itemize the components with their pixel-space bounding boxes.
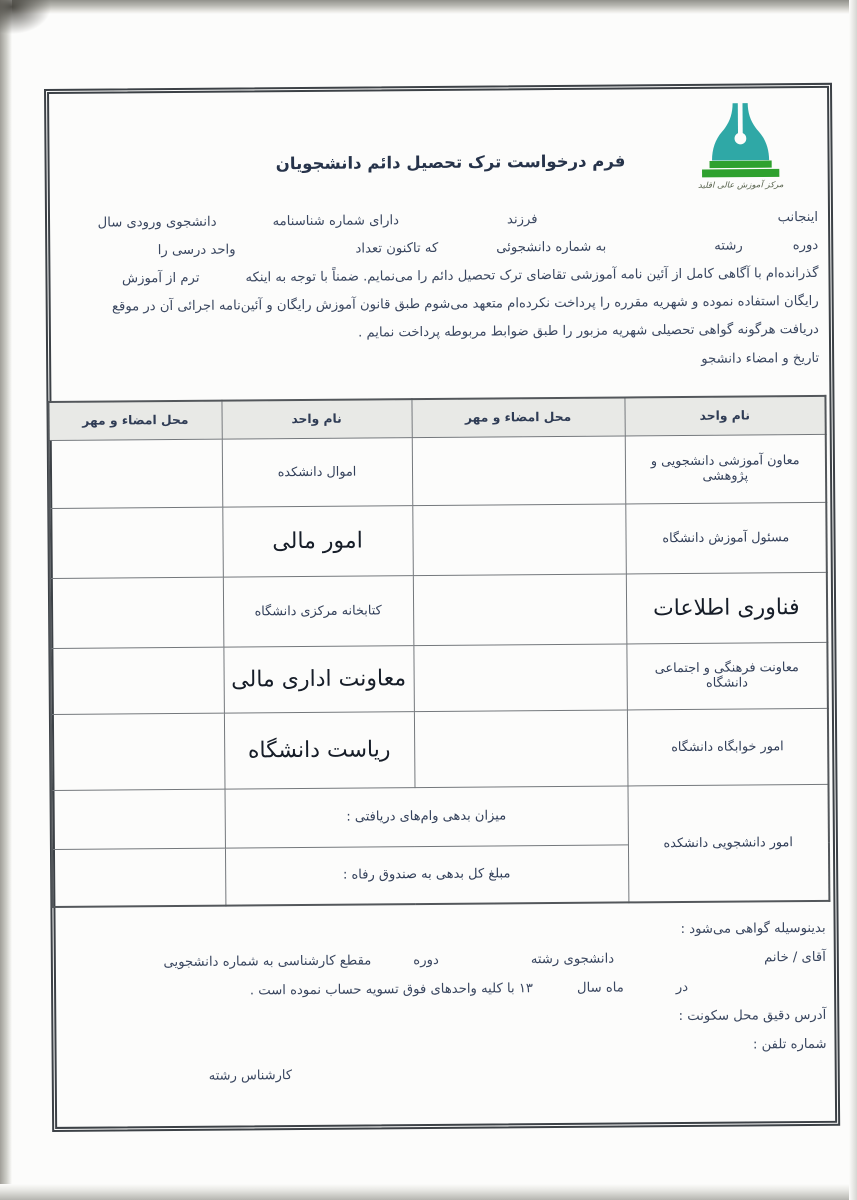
signature-cell (52, 789, 225, 849)
unit-financial-affairs: امور مالی (222, 505, 413, 576)
unit-academic-deputy: معاون آموزشی دانشجویی و پژوهشی (625, 434, 827, 504)
scan-artifact-corner-smudge (0, 0, 70, 46)
major-expert-label: کارشناس رشته (208, 1068, 293, 1084)
address-label: آدرس دقیق محل سکونت : (678, 1007, 827, 1025)
unit-cultural-deputy: معاونت فرهنگی و اجتماعی دانشگاه (626, 642, 828, 710)
loan-debt-label: میزان بدهی وام‌های دریافتی : (225, 785, 628, 847)
label-month-year: ماه سال (576, 980, 624, 996)
unit-admin-finance-deputy: معاونت اداری مالی (223, 645, 414, 712)
intro-statement-part3: رایگان استفاده نموده و شهریه مقرره را پرداخت نکرده‌ام متعهد می‌شوم طبق قانون آموزش رایگان و آئین‌نامه اجرائی آن در موقع (111, 293, 819, 315)
blank-field-name (538, 220, 778, 223)
table-row (49, 434, 827, 508)
table-row (51, 708, 829, 790)
blank-field-father (399, 222, 507, 224)
unit-faculty-property: اموال دانشکده (222, 437, 413, 506)
blank-field-terms (200, 280, 246, 281)
label-student-of-major: دانشجوی رشته (530, 951, 615, 968)
scan-artifact-top-edge (0, 0, 857, 14)
student-signature-label: تاریخ و امضاء دانشجو (701, 350, 820, 367)
clearance-table (47, 395, 830, 908)
label-child-of: فرزند (506, 212, 538, 228)
phone-label: شماره تلفن : (752, 1036, 827, 1053)
label-units-so-far: که تاکنون تعداد (355, 240, 439, 257)
intro-statement-part1: گذرانده‌ام با آگاهی کامل از آئین نامه آموزشی تقاضای ترک تحصیل دائم را می‌نمایم. ضمناً با توجه به اینکه (245, 265, 819, 286)
signature-cell (50, 647, 224, 714)
label-cert-program: دوره (413, 952, 439, 969)
unit-information-technology: فناوری اطلاعات (626, 572, 828, 644)
university-logo (697, 101, 784, 191)
signature-cell (51, 713, 225, 790)
unit-dormitory-affairs: امور خوابگاه دانشگاه (627, 708, 829, 786)
label-program: دوره (792, 237, 819, 254)
label-mr-mrs: آقای / خانم (764, 949, 826, 966)
label-applicant: اینجانب (777, 209, 819, 226)
signature-cell (413, 643, 627, 711)
unit-central-library: کتابخانه مرکزی دانشگاه (223, 575, 414, 646)
table-header-row (48, 396, 825, 440)
blank-field-month (624, 990, 676, 991)
form-title: فرم درخواست ترک تحصیل دائم دانشجویان (275, 151, 626, 174)
intro-statement-part2: ترم از آموزش (121, 270, 200, 287)
table-row (50, 572, 828, 648)
blank-field-cert-program (371, 963, 413, 964)
intro-paragraph (66, 204, 819, 379)
table-row (52, 784, 829, 849)
table-row (49, 502, 827, 578)
intro-statement-part4: دریافت هرگونه گواهی تحصیلی شهریه مزبور را طبق ضوابط مربوطه پرداخت نمایم . (358, 321, 819, 341)
blank-field-major (606, 249, 714, 251)
label-student-number: به شماره دانشجوئی (496, 239, 607, 256)
header-unit-name-left: نام واحد (221, 399, 411, 438)
label-entry-year: دانشجوی ورودی سال (97, 214, 217, 231)
scan-artifact-bottom-edge (0, 1184, 857, 1200)
blank-field-year (533, 991, 577, 992)
table-row (50, 642, 827, 714)
label-bachelor-student-number: مقطع کارشناسی به شماره دانشجویی (163, 953, 372, 971)
logo-caption: مرکز آموزش عالی اقلید (697, 180, 784, 191)
blank-field-cert-number (688, 989, 826, 991)
unit-university-presidency: ریاست دانشگاه (224, 711, 415, 788)
signature-cell (414, 709, 628, 787)
header-signature-left: محل امضاء و مهر (48, 401, 221, 440)
signature-cell (49, 507, 223, 578)
scan-artifact-left-edge (0, 0, 12, 1200)
blank-field-cert-name (614, 960, 764, 962)
label-in: در (675, 979, 689, 996)
signature-cell (50, 577, 224, 648)
label-course-units: واحد درسی را (157, 242, 236, 259)
label-id-number: دارای شماره شناسنامه (272, 213, 400, 230)
welfare-fund-debt-label: مبلغ کل بدهی به صندوق رفاه : (225, 844, 628, 905)
signature-cell (412, 435, 626, 505)
intro-line-5 (67, 316, 819, 350)
form-border-frame (44, 83, 840, 1132)
blank-field-units (236, 252, 356, 254)
signature-cell (52, 848, 225, 907)
unit-student-affairs: امور دانشجویی دانشکده (627, 784, 829, 903)
scan-artifact-right-edge (849, 0, 857, 1200)
blank-field-student-number (438, 250, 496, 251)
label-major: رشته (714, 238, 743, 254)
certificate-heading: بدینوسیله گواهی می‌شود : (680, 920, 826, 938)
label-settled-statement: ۱۳ با کلیه واحدهای فوق تسویه حساب نموده است . (249, 981, 534, 999)
header-signature-right: محل امضاء و مهر (411, 397, 624, 437)
header-unit-name-right: نام واحد (624, 396, 825, 436)
signature-cell (49, 439, 223, 508)
signature-cell (412, 503, 626, 575)
unit-education-officer: مسئول آموزش دانشگاه (625, 502, 827, 574)
blank-field-program (743, 248, 793, 249)
blank-field-id (217, 224, 273, 225)
signature-cell (413, 573, 627, 645)
blank-field-cert-major (439, 962, 531, 964)
certificate-section (72, 914, 827, 1065)
